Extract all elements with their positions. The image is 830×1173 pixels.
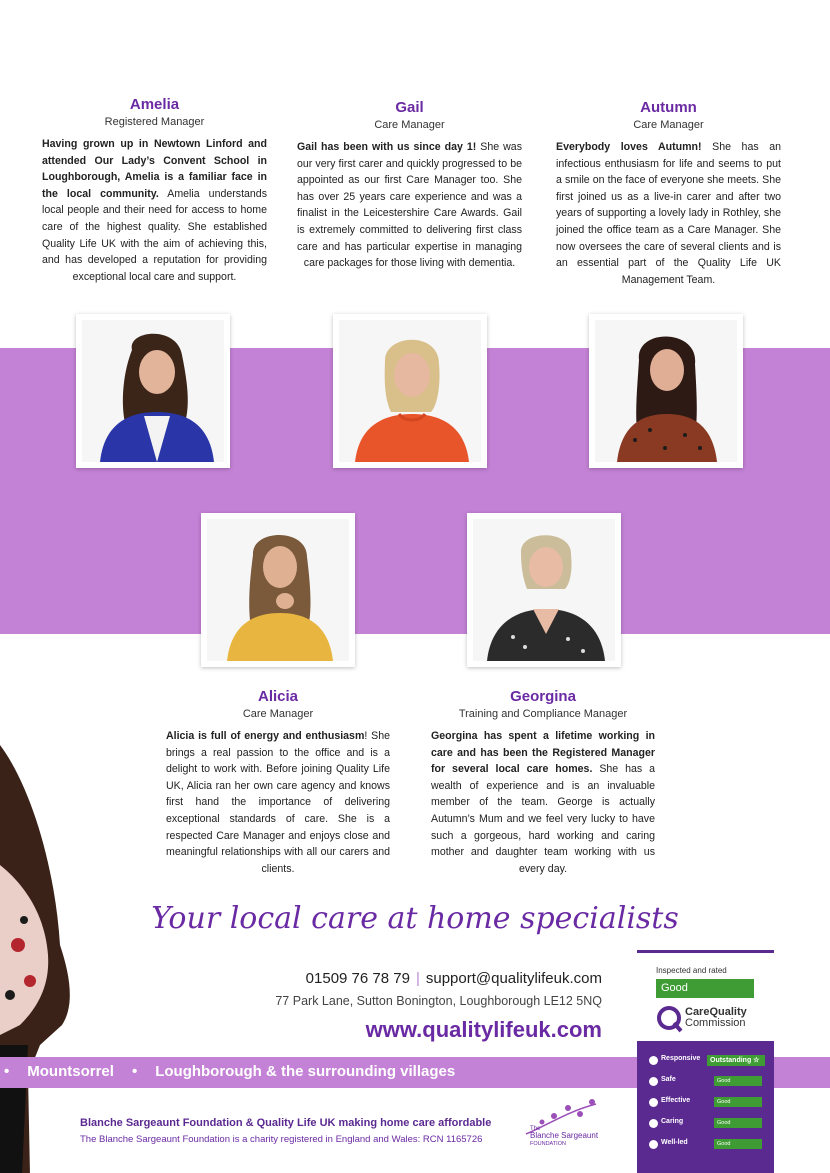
- rating-value: Good: [714, 1139, 762, 1149]
- cqc-inspected-label: Inspected and rated: [656, 966, 727, 975]
- member-role: Care Manager: [633, 119, 704, 131]
- photo-gail: [333, 314, 487, 468]
- cqc-brand-line2: Commission: [685, 1017, 746, 1029]
- rating-icon: [649, 1140, 658, 1149]
- cqc-rating-row: [649, 1139, 769, 1151]
- address: 77 Park Lane, Sutton Bonington, Loughborough LE12 5NQ: [275, 994, 602, 1008]
- bullet-icon: •: [4, 1063, 10, 1080]
- areas-list: [0, 1063, 455, 1080]
- member-bio: [166, 728, 390, 877]
- foundation-subtitle: The Blanche Sargeaunt Foundation is a charity registered in England and Wales: RCN 1165726: [80, 1134, 483, 1145]
- rating-icon: [649, 1056, 658, 1065]
- rating-name: Caring: [661, 1118, 684, 1125]
- cqc-ratings-panel: [637, 1041, 774, 1173]
- member-bio: [431, 728, 655, 877]
- rating-name: Well-led: [661, 1139, 688, 1146]
- area-item: Mountsorrel: [27, 1063, 114, 1080]
- team-member-gail: [297, 99, 522, 272]
- email-link[interactable]: support@qualitylifeuk.com: [425, 970, 602, 987]
- member-bio: [42, 136, 267, 285]
- cqc-overall-rating: Good: [656, 979, 754, 998]
- member-bio: [297, 139, 522, 272]
- rating-icon: [649, 1119, 658, 1128]
- foundation-logo-line3: FOUNDATION: [530, 1141, 566, 1147]
- rating-value: Good: [714, 1076, 762, 1086]
- cqc-rating-row: [649, 1097, 769, 1109]
- bullet-icon: •: [131, 1063, 138, 1080]
- rating-name: Safe: [661, 1076, 676, 1083]
- member-role: Care Manager: [242, 708, 314, 720]
- cqc-rating-row: [649, 1118, 769, 1130]
- member-bio-text: She has a wealth of experience and is an invaluable member of the team. George is actually Autumn’s Mum and we feel very lucky to have such a gorgeous, hard working and caring mother and daughter team working with us every day.: [431, 763, 655, 875]
- phone-link[interactable]: 01509 76 78 79: [305, 970, 410, 987]
- member-bio-text: ! She brings a real passion to the office and is a delight to work with. Before joining Quality Life UK, Alicia ran her own care agency and knows first hand the importance of delivering exceptional standards of care. She is a respected Care Manager and enjoys close and meaningful relationships with all our carers and clients.: [166, 730, 390, 875]
- cqc-brand-line1: CareQuality: [685, 1006, 747, 1018]
- cqc-rating-row: [649, 1076, 769, 1088]
- rating-value: Good: [714, 1118, 762, 1128]
- rating-icon: [649, 1077, 658, 1086]
- member-name: Alicia: [257, 688, 299, 705]
- member-name: Georgina: [510, 688, 576, 705]
- rating-name: Responsive: [661, 1055, 701, 1062]
- member-bio-highlight: Having grown up in Newtown Linford and attended Our Lady’s Convent School in Loughborough, Amelia is a familiar face in the local community.: [42, 138, 267, 200]
- member-bio-text: She has an infectious enthusiasm for life and seems to put a smile on the face of everyone she meets. She first joined us as a live-in carer and after two years of supporting a lovely lady in Rothley, she joined the office team as a Care Manager. She now oversees the care of several clients and is an essential part of the Quality Life UK Management Team.: [556, 141, 781, 286]
- team-member-autumn: [556, 99, 781, 288]
- foundation-title: Blanche Sargeaunt Foundation & Quality Life UK making home care affordable: [80, 1117, 492, 1129]
- website-link[interactable]: www.qualitylifeuk.com: [365, 1017, 602, 1042]
- member-bio: [556, 139, 781, 288]
- area-item: Loughborough & the surrounding villages: [155, 1063, 456, 1080]
- foundation-logo-line2: Blanche Sargeaunt: [530, 1131, 599, 1140]
- tagline-script: [150, 884, 680, 954]
- foundation-logo: [516, 1098, 610, 1148]
- member-role: Training and Compliance Manager: [458, 708, 628, 720]
- contact-line: [306, 970, 602, 987]
- cqc-rating-row: [649, 1055, 769, 1067]
- member-role: Care Manager: [374, 119, 445, 131]
- member-name: Gail: [395, 99, 424, 116]
- member-role: Registered Manager: [104, 116, 205, 128]
- team-member-alicia: [166, 688, 390, 877]
- member-bio-highlight: Alicia is full of energy and enthusiasm: [166, 730, 365, 742]
- tagline-text: Your local care at home specialists: [151, 901, 679, 936]
- photo-autumn: [589, 314, 743, 468]
- member-name: Amelia: [129, 96, 180, 113]
- rating-icon: [649, 1098, 658, 1107]
- contact-separator: |: [415, 970, 420, 987]
- team-member-georgina: [431, 688, 655, 877]
- rating-value: Outstanding ☆: [707, 1055, 765, 1066]
- team-member-amelia: [42, 96, 267, 285]
- member-name: Autumn: [640, 99, 697, 116]
- rating-name: Effective: [661, 1097, 691, 1104]
- member-bio-highlight: Georgina has spent a lifetime working in care and has been the Registered Manager for several local care homes.: [431, 730, 655, 776]
- member-bio-highlight: Everybody loves Autumn!: [556, 141, 702, 153]
- rating-value: Good: [714, 1097, 762, 1107]
- photo-amelia: [76, 314, 230, 468]
- cqc-rating-badge: [637, 950, 774, 1173]
- member-bio-text: Amelia understands local people and their need for access to home care of the highest quality. She established Quality Life UK with the aim of achieving this, and has developed a reputation for providing exceptional local care and support.: [42, 187, 267, 283]
- photo-alicia: [201, 513, 355, 667]
- member-bio-text: She was our very first carer and quickly progressed to be appointed as our first Care Manager too. She has over 25 years care experience and was a finalist in the Leicestershire Care Awards. Gail is extremely committed to delivering first class care and has particular expertise in managing care packages for those living with dementia.: [297, 141, 522, 270]
- photo-georgina: [467, 513, 621, 667]
- partial-portrait-image: [0, 745, 80, 1173]
- member-bio-highlight: Gail has been with us since day 1!: [297, 141, 477, 153]
- foundation-logo-line1: The: [530, 1126, 541, 1132]
- cqc-logo-icon: [656, 1005, 684, 1033]
